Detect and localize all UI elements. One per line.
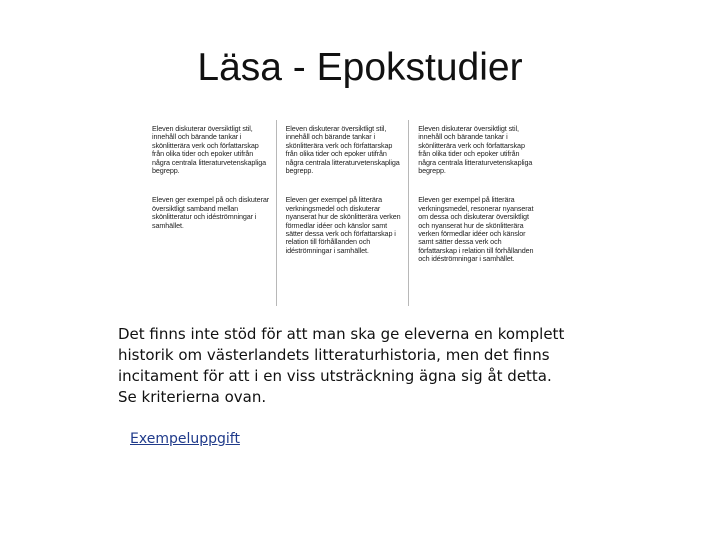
criteria-text: Eleven diskuterar översiktligt stil, innehåll och bärande tankar i skönlitterära verk och författarskap från olika tider och epoker utifrån några centrala litteraturvetenskapliga begrepp.: [418, 124, 533, 176]
criteria-table-image: [143, 120, 541, 306]
example-assignment-link[interactable]: Exempeluppgift: [130, 431, 240, 447]
criteria-text: Eleven ger exempel på litterära verkningsmedel och diskuterar nyanserat hur de skönlitterära verken förmedlar idéer och känslor samt sätter dessa verk och författarskap i relation till förhållanden och idéströmningar i samhället.: [285, 195, 401, 255]
slide-title: Läsa - Epokstudier: [197, 46, 523, 89]
criteria-column-e: [143, 120, 276, 306]
criteria-text: Eleven diskuterar översiktligt stil, innehåll och bärande tankar i skönlitterära verk och författarskap från olika tider och epoker utifrån några centrala litteraturvetenskapliga begrepp.: [285, 124, 400, 176]
criteria-text: Eleven ger exempel på och diskuterar översiktligt samband mellan skönlitteratur och idéströmningar i samhället.: [152, 195, 270, 230]
criteria-column-c: [276, 120, 409, 306]
body-paragraph: Det finns inte stöd för att man ska ge eleverna en komplett historik om västerlandets litteraturhistoria, men det finns incitament för att i en viss utsträckning ägna sig åt detta. Se kriterierna ovan.: [118, 325, 565, 406]
criteria-column-a: [408, 120, 541, 306]
criteria-text: Eleven ger exempel på litterära verkningsmedel, resonerar nyanserat om dessa och diskuterar översiktligt och nyanserat hur de skönlitterära verken förmedlar idéer och känslor samt sätter dessa verk och författarskap i relation till förhållanden och idéströmningar i samhället.: [418, 195, 534, 264]
criteria-text: Eleven diskuterar översiktligt stil, innehåll och bärande tankar i skönlitterära verk och författarskap från olika tider och epoker utifrån några centrala litteraturvetenskapliga begrepp.: [152, 124, 267, 176]
